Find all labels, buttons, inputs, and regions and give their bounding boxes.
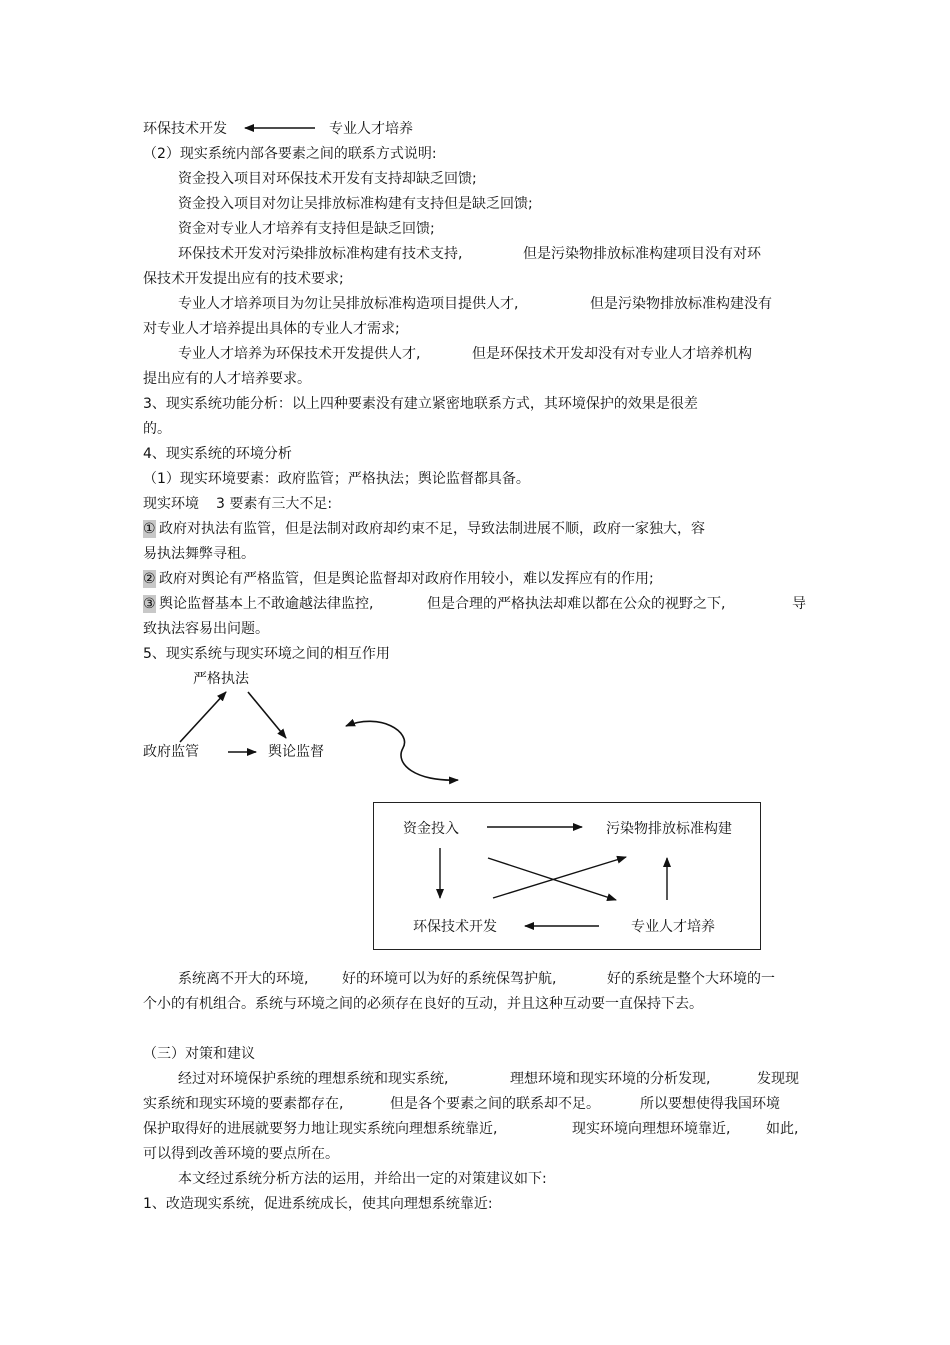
para-text: 所以要想使得我国环境	[640, 1096, 780, 1112]
para-text: 理想环境和现实环境的分析发现,	[510, 1071, 711, 1087]
top-node-talent: 专业人才培养	[329, 121, 413, 137]
shortfall-item: 政府对舆论有严格监管，但是舆论监督却对政府作用较小，难以发挥应有的作用;	[159, 571, 654, 587]
section2-heading: （2）现实系统内部各要素之间的联系方式说明:	[143, 146, 437, 162]
shortfall-item: 致执法容易出问题。	[143, 621, 269, 637]
para-text: 1、改造现实系统，促进系统成长，使其向理想系统靠近:	[143, 1196, 493, 1212]
para-text: 经过对环境保护系统的理想系统和现实系统,	[178, 1071, 449, 1087]
para-text: 实系统和现实环境的要素都存在,	[143, 1096, 344, 1112]
link-line: 提出应有的人才培养要求。	[143, 371, 311, 387]
item-number: ②	[143, 571, 156, 587]
link-line: 专业人才培养项目为勿让吴排放标准构造项目提供人才,	[178, 296, 519, 312]
shortfall-item: 政府对执法有监管，但是法制对政府却约束不足，导致法制进展不顺，政府一家独大，容	[159, 521, 705, 537]
env-elements: （1）现实环境要素：政府监管；严格执法；舆论监督都具备。	[143, 471, 530, 487]
para-text: 保护取得好的进展就要努力地让现实系统向理想系统靠近,	[143, 1121, 498, 1137]
summary-text: 好的环境可以为好的系统保驾护航,	[342, 971, 557, 987]
para-text: 发现现	[757, 1071, 799, 1087]
top-node-env-tech: 环保技术开发	[143, 121, 227, 137]
link-line: 但是环保技术开发却没有对专业人才培养机构	[472, 346, 752, 362]
arrow-enforcement-to-opinion	[248, 692, 286, 738]
shortfall-item: 导	[792, 596, 806, 612]
para-text: 本文经过系统分析方法的运用，并给出一定的对策建议如下:	[178, 1171, 547, 1187]
shortfall-item: 但是合理的严格执法却难以都在公众的视野之下,	[427, 596, 726, 612]
env-node-public-opinion: 舆论监督	[268, 744, 324, 760]
link-line: 保技术开发提出应有的技术要求;	[143, 271, 344, 287]
arrow-tech-to-standard	[493, 857, 626, 898]
sys-node-emission-standard: 污染物排放标准构建	[606, 821, 732, 837]
item-number: ③	[143, 596, 156, 612]
para-text: 可以得到改善环境的要点所在。	[143, 1146, 339, 1162]
section5-heading: 5、现实系统与现实环境之间的相互作用	[143, 646, 390, 662]
env-node-enforcement: 严格执法	[193, 671, 249, 687]
section3-text: 3、现实系统功能分析：以上四种要素没有建立紧密地联系方式，其环境保护的效果是很差	[143, 396, 698, 412]
summary-text: 系统离不开大的环境,	[178, 971, 309, 987]
sys-node-talent: 专业人才培养	[631, 919, 715, 935]
link-line: 资金对专业人才培养有支持但是缺乏回馈;	[178, 221, 435, 237]
shortfall-item: 易执法舞弊寻租。	[143, 546, 255, 562]
env-node-government: 政府监管	[143, 744, 199, 760]
link-line: 但是污染物排放标准构建没有	[590, 296, 772, 312]
link-line: 但是污染物排放标准构建项目没有对环	[523, 246, 761, 262]
section3-text: 的。	[143, 421, 171, 437]
arrow-gov-to-enforcement	[180, 692, 226, 742]
summary-text: 好的系统是整个大环境的一	[607, 971, 775, 987]
link-line: 专业人才培养为环保技术开发提供人才,	[178, 346, 421, 362]
interaction-curve	[346, 721, 458, 780]
item-number: ①	[143, 521, 156, 537]
section-three-heading: （三）对策和建议	[143, 1046, 255, 1062]
para-text: 但是各个要素之间的联系却不足。	[390, 1096, 600, 1112]
link-line: 资金投入项目对勿让吴排放标准构建有支持但是缺乏回馈;	[178, 196, 533, 212]
para-text: 现实环境向理想环境靠近,	[572, 1121, 731, 1137]
section4-heading: 4、现实系统的环境分析	[143, 446, 292, 462]
para-text: 如此,	[766, 1121, 799, 1137]
summary-text: 个小的有机组合。系统与环境之间的必须存在良好的互动，并且这种互动要一直保持下去。	[143, 996, 703, 1012]
sys-node-env-tech: 环保技术开发	[413, 919, 497, 935]
link-line: 环保技术开发对污染排放标准构建有技术支持,	[178, 246, 463, 262]
shortfall-intro: 3 要素有三大不足:	[216, 496, 333, 512]
shortfall-intro: 现实环境	[143, 496, 199, 512]
link-line: 资金投入项目对环保技术开发有支持却缺乏回馈;	[178, 171, 477, 187]
sys-node-funding: 资金投入	[403, 821, 459, 837]
shortfall-item: 舆论监督基本上不敢逾越法律监控,	[159, 596, 374, 612]
link-line: 对专业人才培养提出具体的专业人才需求;	[143, 321, 400, 337]
